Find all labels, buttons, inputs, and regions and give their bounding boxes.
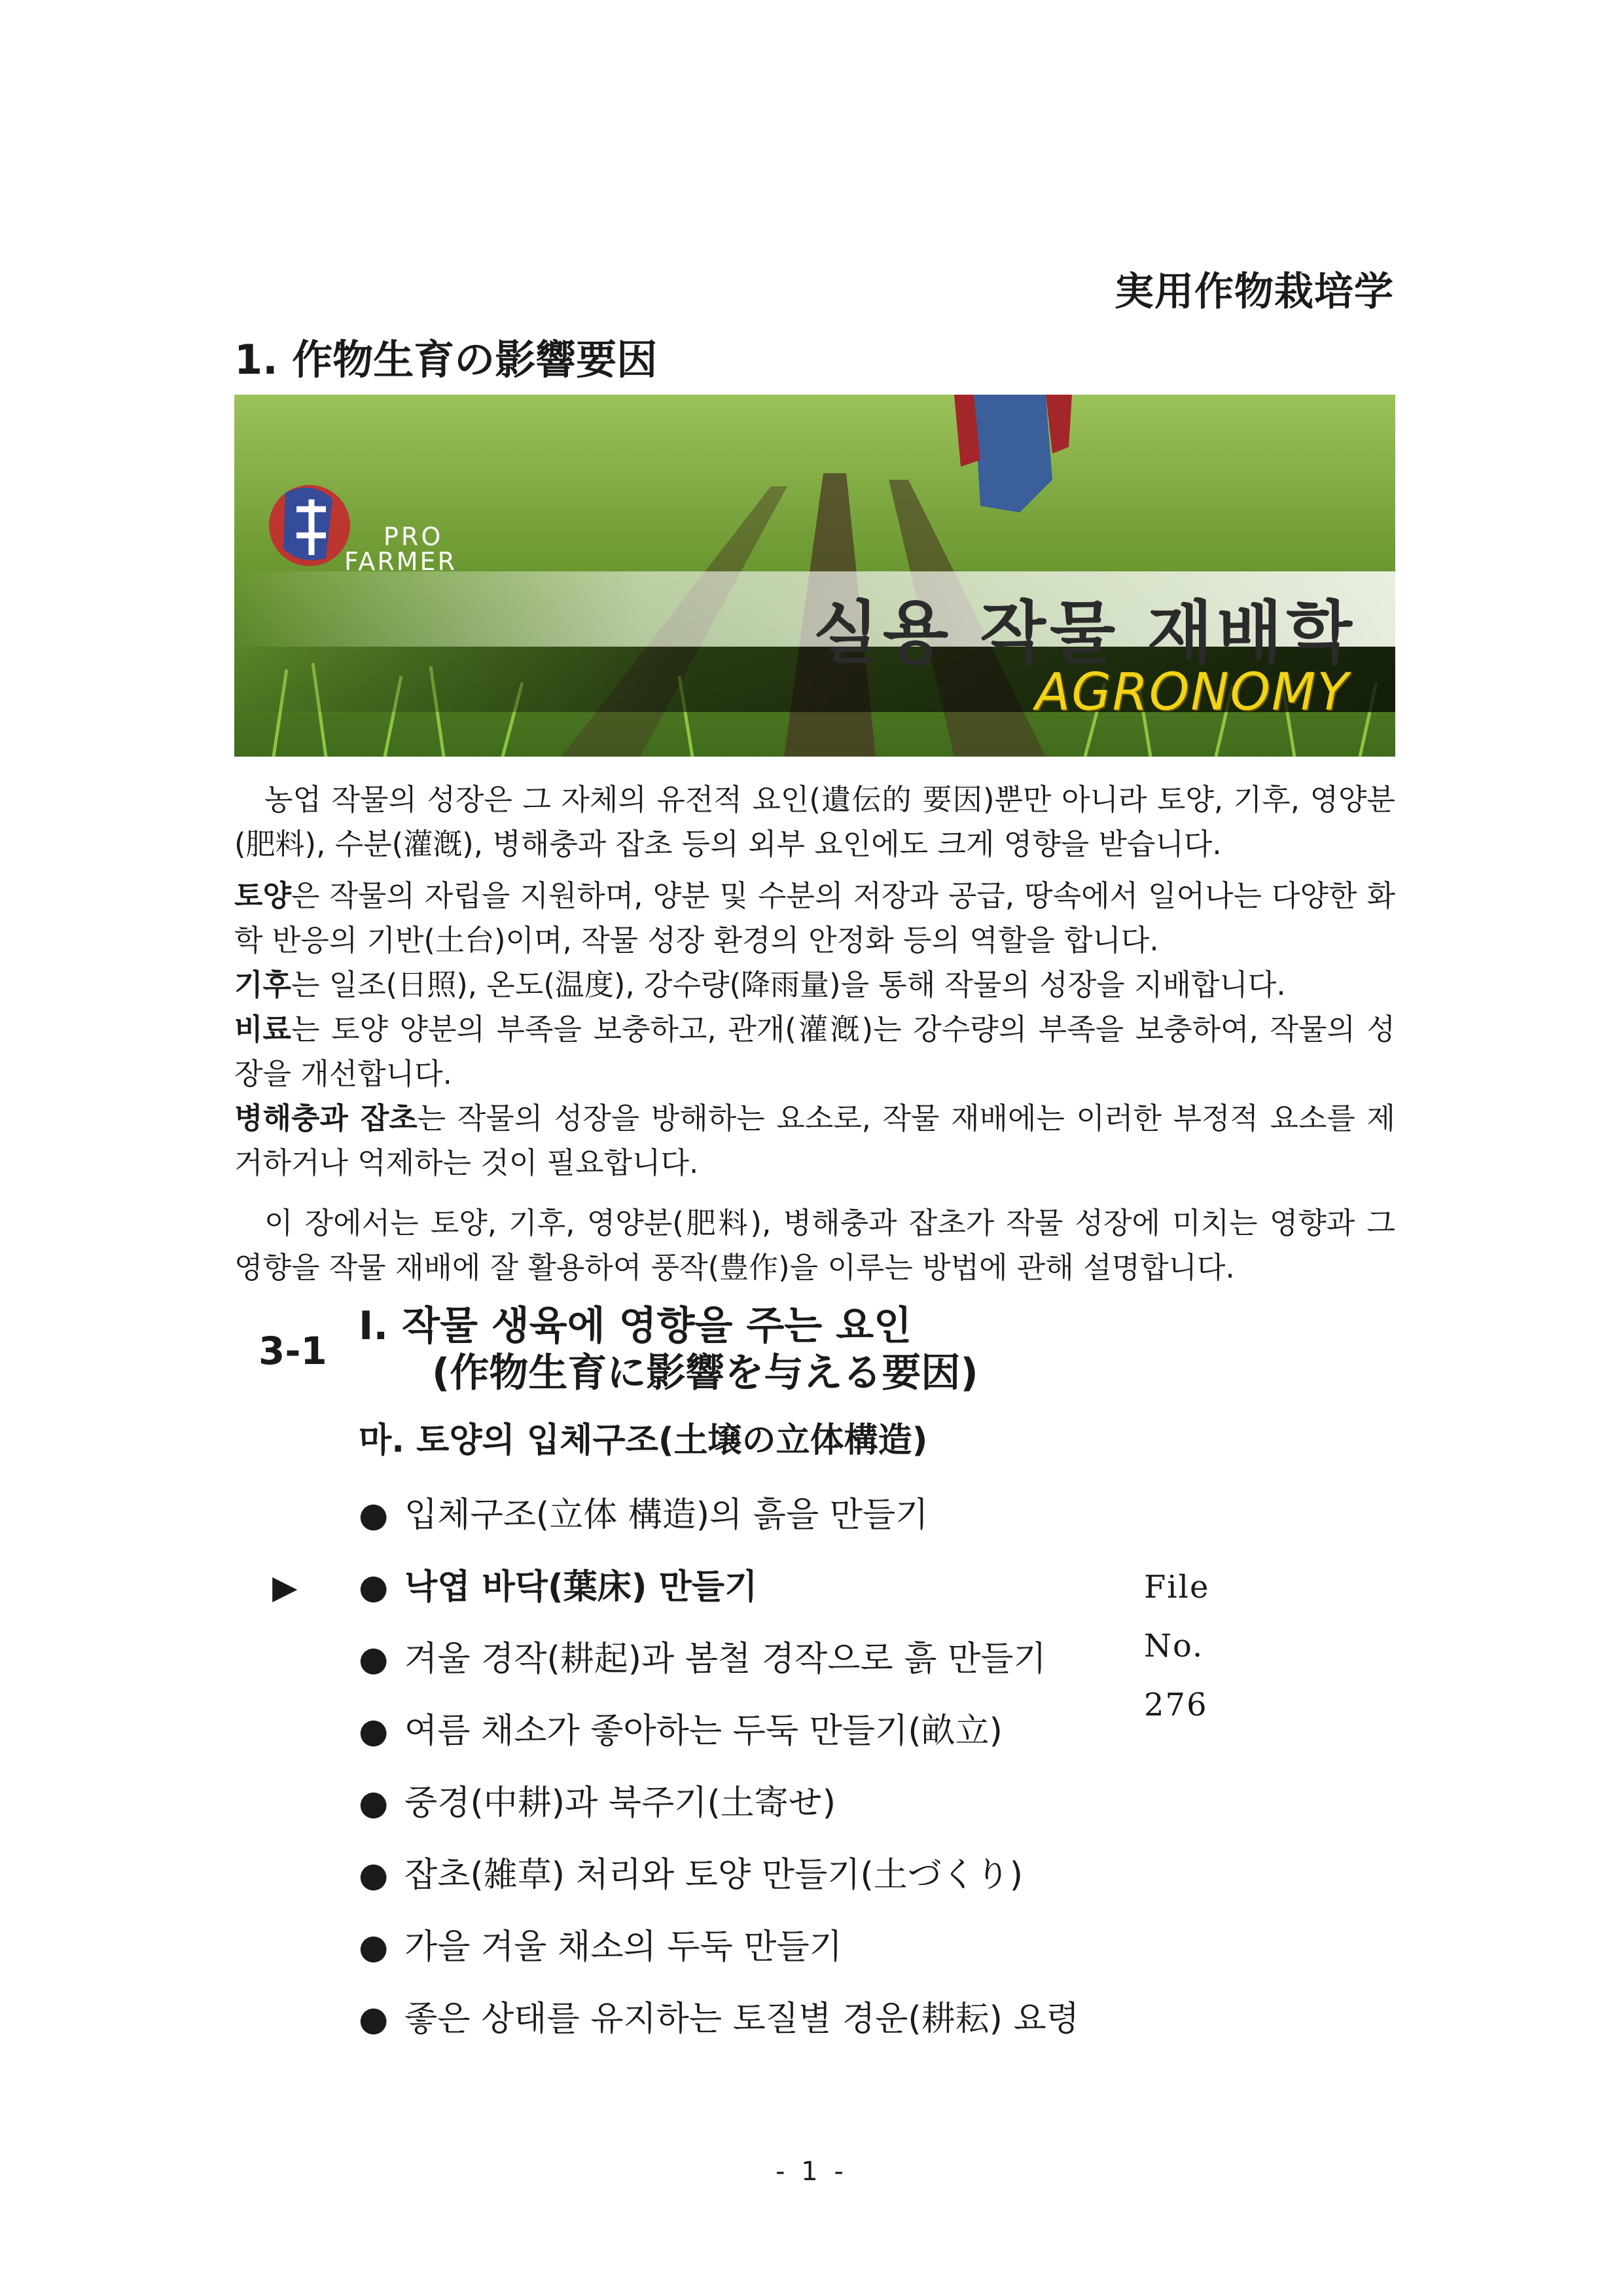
climate-paragraph [234, 963, 1395, 1007]
bullet-icon: ● [359, 1928, 389, 1967]
list-item-label: 여름 채소가 좋아하는 두둑 만들기(畝立) [404, 1712, 1003, 1751]
banner-image [234, 395, 1395, 757]
soil-text: 은 작물의 자립을 지원하며, 양분 및 수분의 저장과 공급, 땅속에서 일어나는 다양한 화학 반응의 기반(土台)이며, 작물 성장 환경의 안정화 등의 역할을 합니다. [234, 878, 1395, 958]
topic-list [272, 1486, 1210, 2062]
list-item-label: 입체구조(立体 構造)의 흙을 만들기 [404, 1496, 929, 1535]
list-item-label: 가을 겨울 채소의 두둑 만들기 [404, 1928, 842, 1967]
pest-text: 는 작물의 성장을 방해하는 요소로, 작물 재배에는 이러한 부정적 요소를 제거하거나 억제하는 것이 필요합니다. [234, 1101, 1395, 1180]
list-item[interactable] [359, 1774, 1079, 1846]
list-item[interactable] [359, 1918, 1079, 1990]
file-number: File No. 276 [1144, 1569, 1210, 1723]
bullet-icon: ● [359, 1496, 389, 1535]
chapter-title [359, 1302, 978, 1397]
current-item-arrow-icon: ▶ [272, 1568, 298, 1606]
closing-text: 이 장에서는 토양, 기후, 영양분(肥料), 병해충과 잡초가 작물 성장에 미치는 영향과 그 영향을 작물 재배에 잘 활용하여 풍작(豊作)을 이루는 방법에 관해 설명합니다. [234, 1206, 1395, 1285]
intro-paragraph [234, 778, 1395, 867]
list-item[interactable] [359, 1846, 1079, 1918]
bullet-icon: ● [359, 1640, 389, 1679]
bullet-icon: ● [359, 1712, 389, 1751]
intro-p1: 농업 작물의 성장은 그 자체의 유전적 요인(遺伝的 要因)뿐만 아니라 토양, 기후, 영양분(肥料), 수분(灌漑), 병해충과 잡초 등의 외부 요인에도 크게 영향을 받습니다. [234, 782, 1395, 861]
logo-text-pro: PRO [383, 522, 444, 551]
closing-paragraph [234, 1201, 1395, 1290]
list-item-label: 중경(中耕)과 북주기(土寄せ) [404, 1784, 836, 1823]
climate-text: 는 일조(日照), 온도(温度), 강수량(降雨量)을 통해 작물의 성장을 지배합니다. [291, 967, 1286, 1002]
list-item-label: 잡초(雑草) 처리와 토양 만들기(土づくり) [404, 1856, 1024, 1895]
chapter-title-line1: Ⅰ. 작물 생육에 영향을 주는 요인 [359, 1303, 912, 1349]
pest-keyword: 병해충과 잡초 [234, 1101, 418, 1136]
soil-paragraph [234, 874, 1395, 963]
list-item[interactable] [359, 1486, 1079, 1558]
bullet-icon: ● [359, 1856, 389, 1895]
page-number: - 1 - [776, 2157, 847, 2187]
bullet-icon: ● [359, 2000, 389, 2039]
subsection-title: 마. 토양의 입체구조(土壌の立体構造) [359, 1421, 928, 1460]
soil-keyword: 토양 [234, 878, 291, 913]
list-item[interactable] [359, 1630, 1079, 1702]
pest-paragraph [234, 1096, 1395, 1185]
document-header-title: 実用作物栽培学 [1115, 269, 1394, 315]
fertilizer-text: 는 토양 양분의 부족을 보충하고, 관개(灌漑)는 강수량의 부족을 보충하여, 작물의 성장을 개선합니다. [234, 1012, 1395, 1091]
pro-farmer-logo-icon [269, 485, 350, 566]
chapter-number: 3-1 [259, 1329, 327, 1373]
list-item-label: 좋은 상태를 유지하는 토질별 경운(耕耘) 요령 [404, 2000, 1079, 2039]
section-title: 1. 作物生育の影響要因 [234, 336, 658, 384]
factors-block [234, 874, 1395, 1185]
logo-text-farmer: FARMER [344, 547, 457, 576]
bullet-icon: ● [359, 1784, 389, 1823]
list-item-label: 겨울 경작(耕起)과 봄철 경작으로 흙 만들기 [404, 1640, 1046, 1679]
bullet-icon: ● [359, 1568, 389, 1607]
fertilizer-paragraph [234, 1007, 1395, 1096]
climate-keyword: 기후 [234, 967, 291, 1002]
banner-title: 실용 작물 재배학 [813, 593, 1356, 673]
list-item[interactable] [359, 1702, 1079, 1774]
chapter-title-line2: (作物生育に影響を与える要因) [432, 1350, 978, 1396]
fertilizer-keyword: 비료 [234, 1012, 291, 1047]
list-item-label: 낙엽 바닥(葉床) 만들기 [404, 1568, 758, 1607]
banner-subtitle: AGRONOMY [1035, 663, 1349, 722]
list-item[interactable] [359, 1990, 1079, 2062]
